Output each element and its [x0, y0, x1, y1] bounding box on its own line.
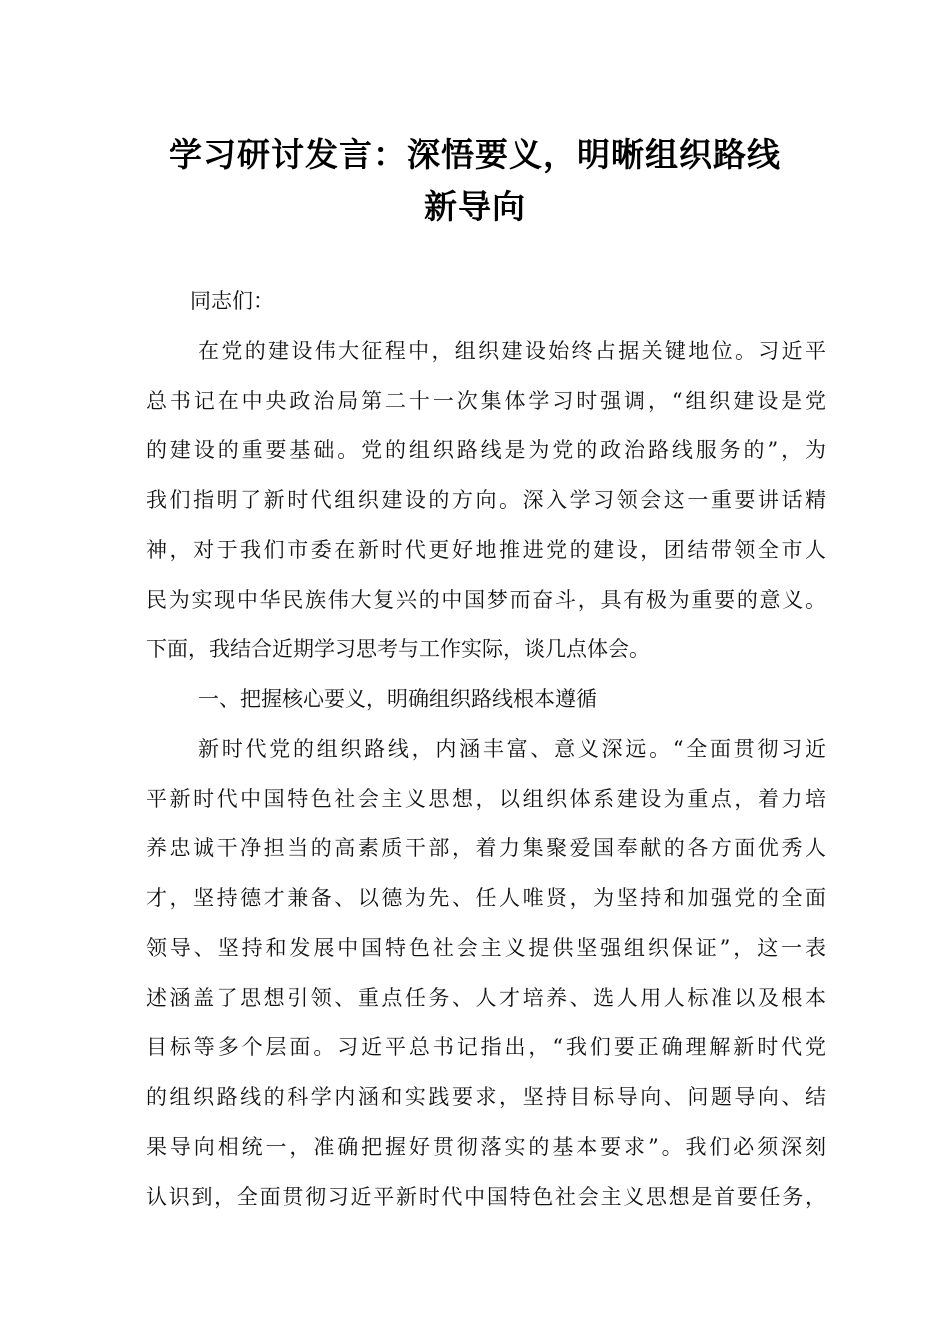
paragraph-line: 下面，我结合近期学习思考与工作实际，谈几点体会。: [146, 637, 650, 661]
paragraph-line: 民为实现中华民族伟大复兴的中国梦而奋斗，具有极为重要的意义。: [146, 588, 826, 612]
paragraph-line: 总书记在中央政治局第二十一次集体学习时强调，“组织建设是党: [146, 389, 826, 413]
paragraph-line: 述涵盖了思想引领、重点任务、人才培养、选人用人标准以及根本: [146, 986, 826, 1010]
paragraph-line: 我们指明了新时代组织建设的方向。深入学习领会这一重要讲话精: [146, 488, 826, 512]
section-heading: 一、把握核心要义，明确组织路线根本遵循: [198, 687, 597, 711]
paragraph-line: 神，对于我们市委在新时代更好地推进党的建设，团结带领全市人: [146, 538, 826, 562]
paragraph-line: 领导、坚持和发展中国特色社会主义提供坚强组织保证”，这一表: [146, 936, 826, 960]
salutation: 同志们：: [190, 289, 274, 313]
paragraph-line: 认识到，全面贯彻习近平新时代中国特色社会主义思想是首要任务，: [146, 1185, 826, 1209]
document-title-line-2: 新导向: [424, 187, 526, 226]
document-title-line-1: 学习研讨发言：深悟要义，明晰组织路线: [169, 135, 781, 174]
paragraph-line: 果导向相统一，准确把握好贯彻落实的基本要求”。我们必须深刻: [146, 1135, 826, 1159]
paragraph-line: 才，坚持德才兼备、以德为先、任人唯贤，为坚持和加强党的全面: [146, 886, 826, 910]
paragraph-line: 养忠诚干净担当的高素质干部，着力集聚爱国奉献的各方面优秀人: [146, 836, 826, 860]
paragraph-line: 目标等多个层面。习近平总书记指出，“我们要正确理解新时代党: [146, 1035, 826, 1059]
paragraph-line: 的组织路线的科学内涵和实践要求，坚持目标导向、问题导向、结: [146, 1085, 826, 1109]
paragraph-line: 平新时代中国特色社会主义思想，以组织体系建设为重点，着力培: [146, 787, 826, 811]
paragraph-line: 新时代党的组织路线，内涵丰富、意义深远。“全面贯彻习近: [198, 737, 826, 761]
paragraph-line: 的建设的重要基础。党的组织路线是为党的政治路线服务的”，为: [146, 438, 826, 462]
paragraph-line: 在党的建设伟大征程中，组织建设始终占据关键地位。习近平: [198, 339, 826, 363]
